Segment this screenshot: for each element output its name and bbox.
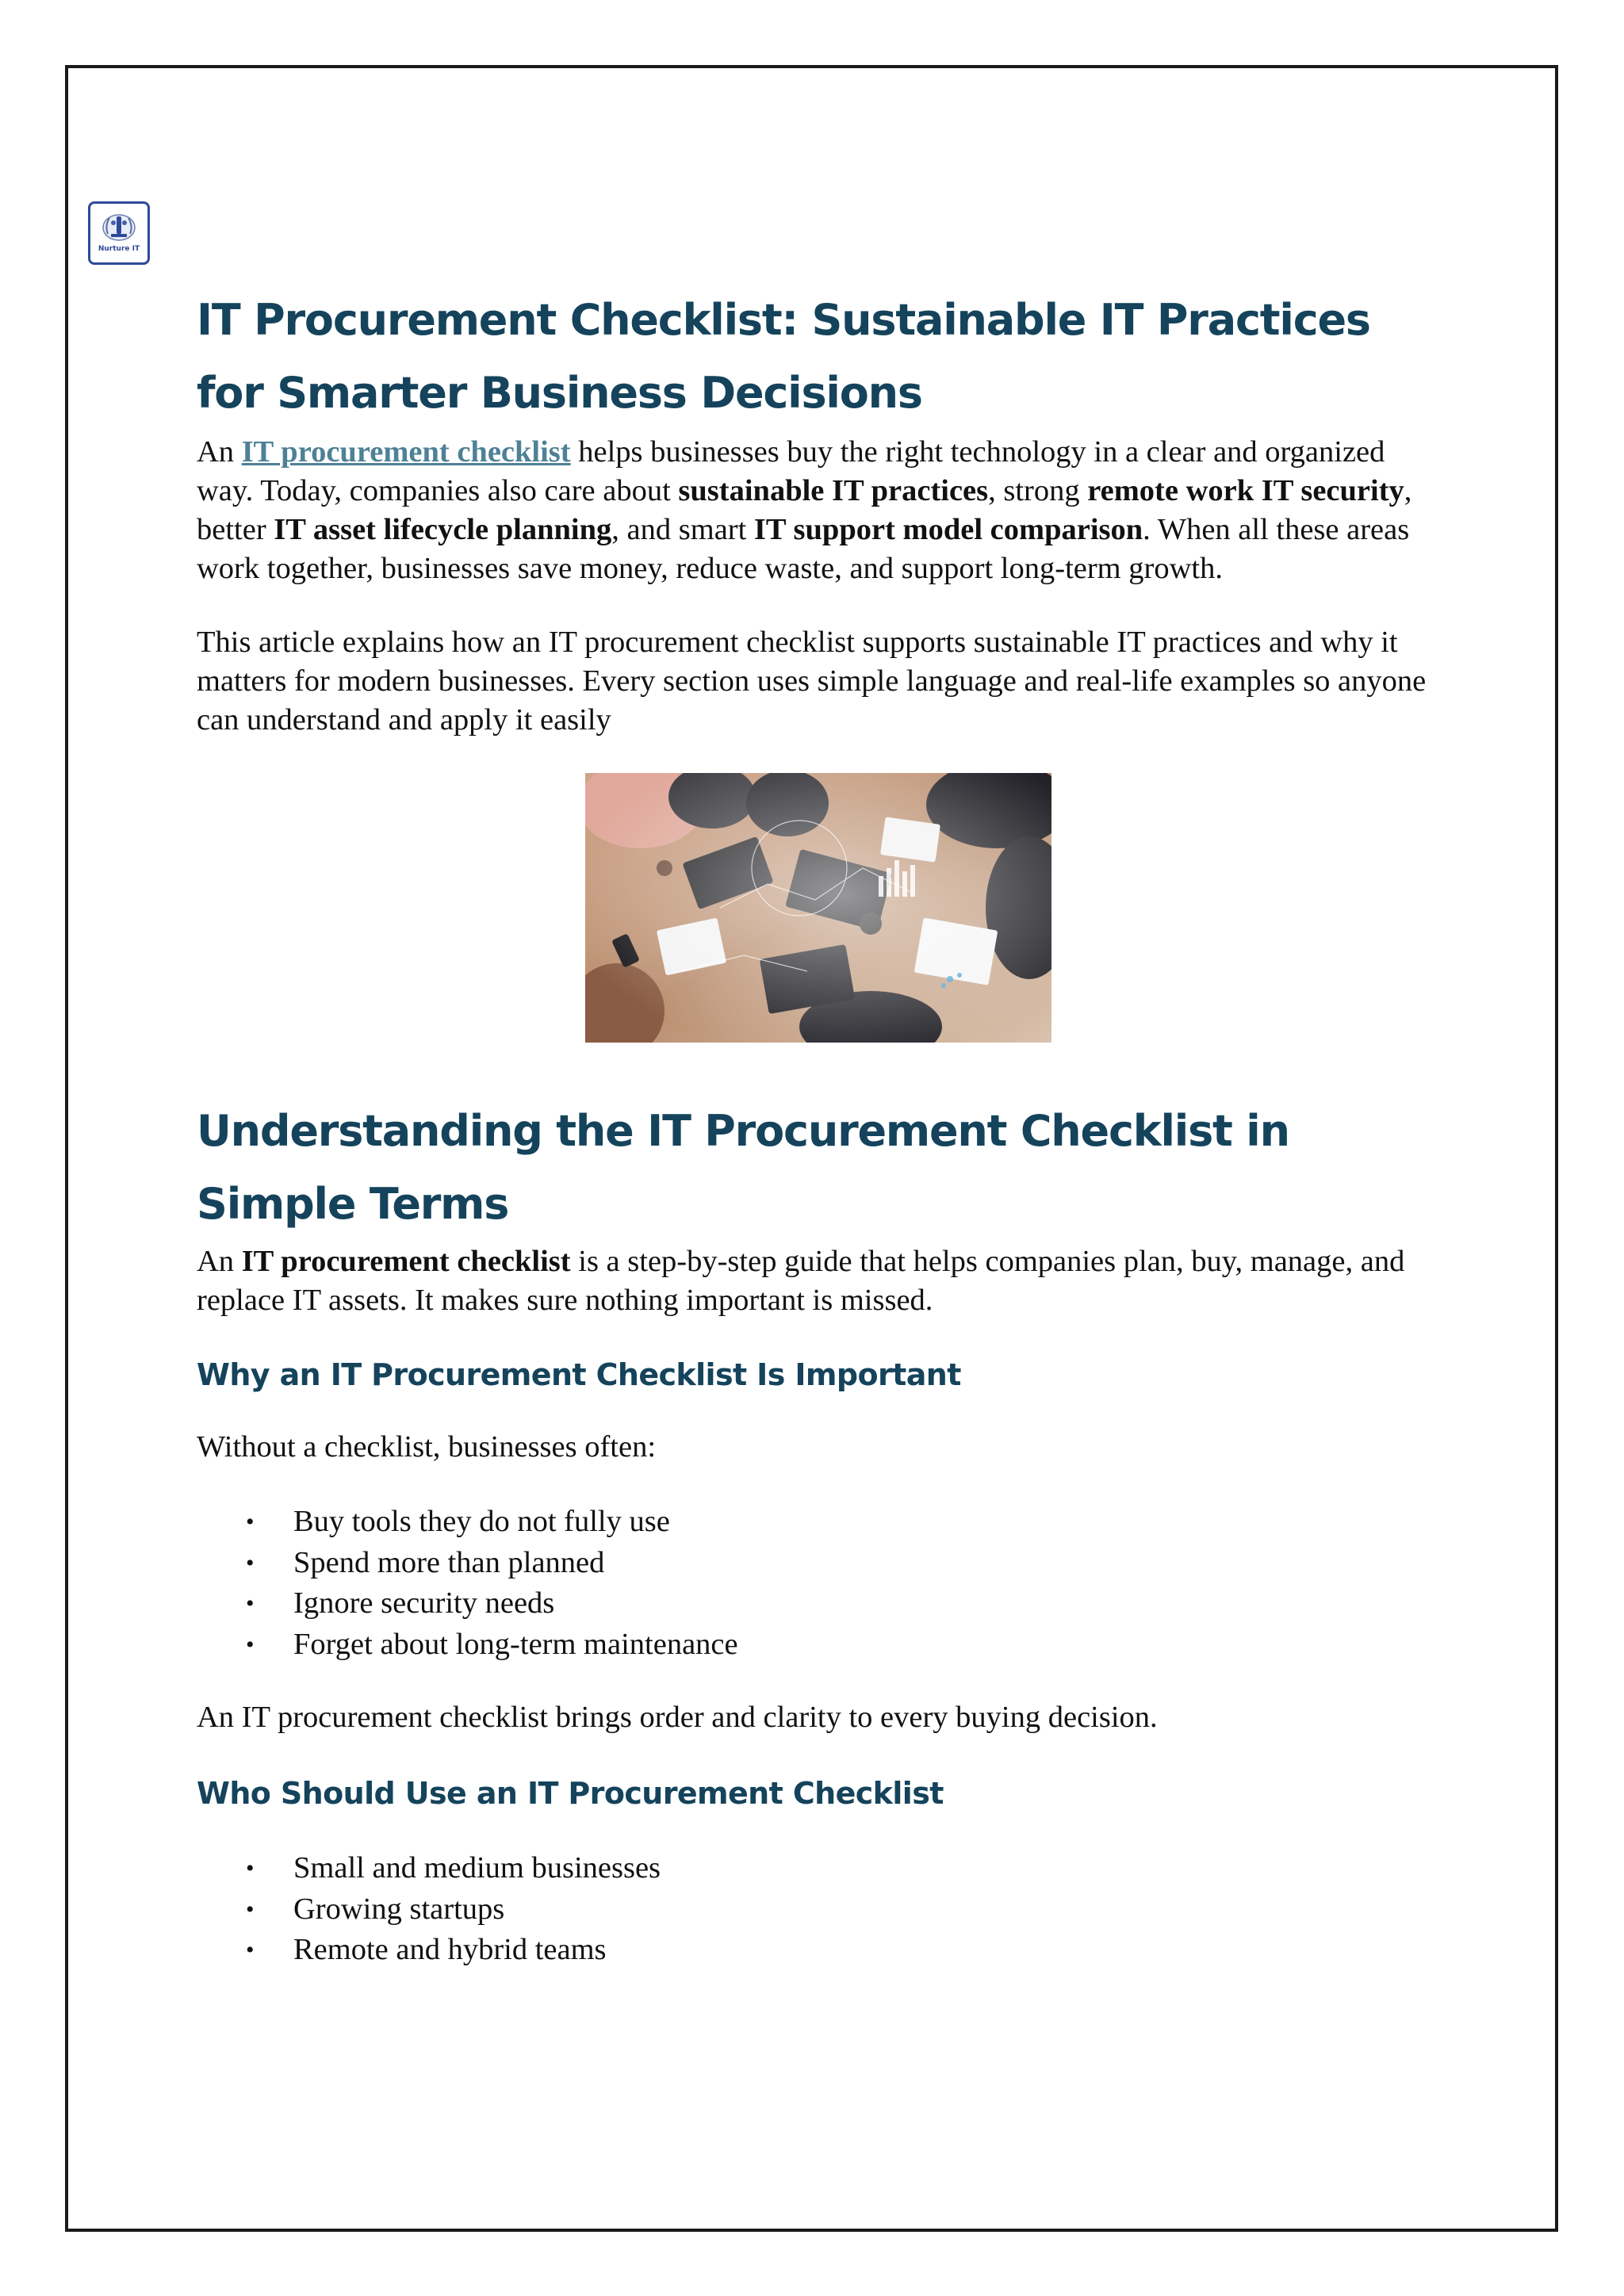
intro-bold-lifecycle: IT asset lifecycle planning — [274, 513, 612, 546]
list-item-text: Remote and hybrid teams — [293, 1933, 607, 1966]
article — [197, 284, 1434, 1971]
intro-text-b: helps businesses buy the right technology in a clear and organized way. Today, companies also care about — [197, 435, 1385, 507]
section1-text-b: is a step-by-step guide that helps companies plan, buy, manage, and replace IT assets. It makes sure nothing important is missed. — [197, 1245, 1405, 1317]
nurture-it-logo[interactable] — [88, 201, 150, 265]
list-item-text: Spend more than planned — [293, 1545, 605, 1579]
list-item — [197, 1624, 1434, 1666]
intro-bold-support-model: IT support model comparison — [753, 513, 1143, 546]
intro-text-e: , and smart — [611, 513, 754, 546]
section1-text-a: An — [197, 1245, 242, 1278]
bullet-icon: • — [246, 1590, 255, 1617]
it-procurement-checklist-link[interactable]: IT procurement checklist — [241, 435, 571, 469]
list-item-text: Small and medium businesses — [293, 1851, 661, 1885]
list-item — [197, 1543, 1434, 1584]
why-closing-text: An IT procurement checklist brings order and clarity to every buying decision. — [197, 1701, 1158, 1734]
team-meeting-photo-icon — [585, 773, 1051, 1043]
bullet-icon: • — [246, 1509, 255, 1535]
subheading-who-should-use: Who Should Use an IT Procurement Checklist — [197, 1776, 944, 1811]
intro-text-f: . When all these areas work together, businesses save money, reduce waste, and support long-term growth. — [197, 513, 1410, 585]
logo-emblem-icon — [100, 210, 138, 243]
intro-bold-remote-security: remote work IT security — [1087, 474, 1404, 507]
list-item — [197, 1930, 1434, 1971]
bullet-icon: • — [246, 1855, 255, 1881]
who-bullet-list — [197, 1848, 1434, 1971]
why-lead-text: Without a checklist, businesses often: — [197, 1430, 657, 1464]
intro-bold-sustainable: sustainable IT practices — [678, 474, 989, 507]
hero-image — [585, 773, 1051, 1043]
intro-paragraph-2: This article explains how an IT procurement checklist supports sustainable IT practices and why it matters for modern businesses. Every section uses simple language and real-life examples so anyone can understand and apply it easily — [197, 626, 1427, 737]
why-bullet-list — [197, 1502, 1434, 1665]
bullet-icon: • — [246, 1549, 255, 1576]
intro-text-c: , strong — [988, 474, 1088, 507]
section-heading-understanding: Understanding the IT Procurement Checklist in Simple Terms — [197, 1106, 1289, 1229]
list-item-text: Buy tools they do not fully use — [293, 1505, 670, 1538]
list-item-text: Forget about long-term maintenance — [293, 1627, 738, 1661]
intro-text-d: , better — [197, 474, 1412, 546]
bullet-icon: • — [246, 1631, 255, 1658]
logo-text: Nurture IT — [98, 245, 140, 253]
list-item — [197, 1889, 1434, 1931]
bullet-icon: • — [246, 1896, 255, 1923]
intro-text-a: An — [197, 435, 242, 469]
list-item-text: Growing startups — [293, 1892, 505, 1926]
section1-bold: IT procurement checklist — [241, 1245, 571, 1278]
section1-paragraph — [197, 1242, 1434, 1320]
intro-paragraph — [197, 433, 1434, 588]
list-item-text: Ignore security needs — [293, 1586, 555, 1620]
article-title: IT Procurement Checklist: Sustainable IT Practices for Smarter Business Decisions — [197, 295, 1370, 418]
subheading-why-important: Why an IT Procurement Checklist Is Important — [197, 1357, 961, 1392]
list-item — [197, 1502, 1434, 1543]
list-item — [197, 1583, 1434, 1624]
bullet-icon: • — [246, 1937, 255, 1963]
list-item — [197, 1848, 1434, 1889]
